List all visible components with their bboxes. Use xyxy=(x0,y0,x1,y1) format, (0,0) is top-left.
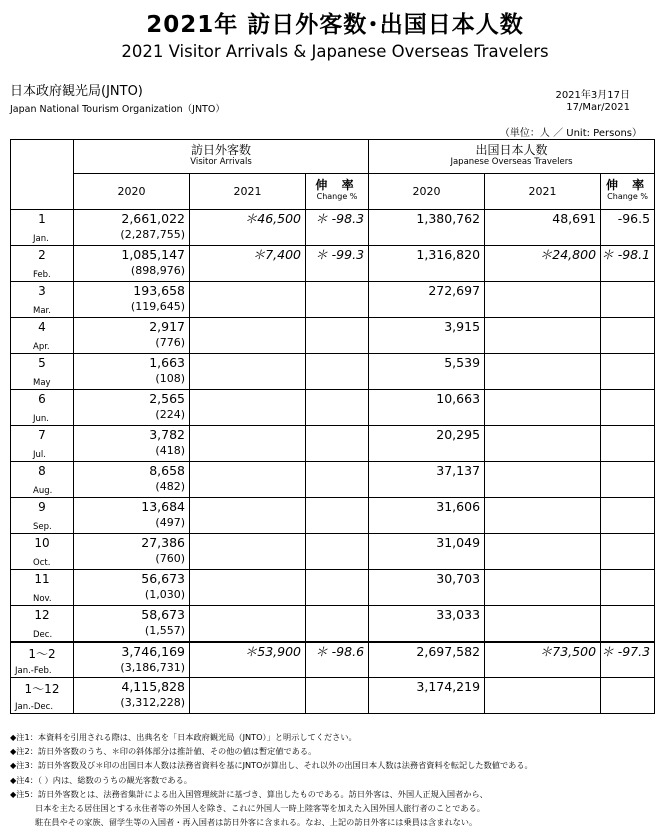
visitor-2020-tourists: (898,976) xyxy=(130,264,185,277)
row-month-en: Apr. xyxy=(33,342,50,352)
visitor-2020-value: 2,661,022 xyxy=(121,211,185,226)
corner-cell xyxy=(11,140,74,210)
traveler-2020-value: 3,915 xyxy=(369,318,485,354)
row-month-en: Jan.-Dec. xyxy=(15,702,54,712)
traveler-2021-value: ＊24,800 xyxy=(485,246,601,282)
visitor-2020-tourists: (482) xyxy=(155,480,185,493)
traveler-change-value xyxy=(601,678,655,714)
table-row xyxy=(11,282,655,318)
traveler-2020-value: 31,606 xyxy=(369,498,485,534)
visitor-2020-tourists: (1,557) xyxy=(144,624,185,637)
row-number: 3 xyxy=(38,284,46,298)
row-month-en: Dec. xyxy=(33,629,53,640)
visitor-2021-value xyxy=(190,606,306,642)
visitor-2021-value xyxy=(190,498,306,534)
traveler-change-value xyxy=(601,354,655,390)
traveler-2021-value xyxy=(485,426,601,462)
visitor-2020-cell xyxy=(74,210,190,246)
row-month-en: Sep. xyxy=(33,522,52,532)
visitor-2020-tourists: (119,645) xyxy=(130,300,185,313)
visitor-2020-tourists: (418) xyxy=(155,444,185,457)
organization-name-en: Japan National Tourism Organization（JNTO） xyxy=(10,104,225,115)
row-month-en: May xyxy=(33,378,51,388)
footnote: 日本を主たる居住国とする永住者等の外国人を除き、これに外国人一時上陸客等を加えた入国外国人旅行者のことである。 xyxy=(35,803,485,814)
row-label xyxy=(11,282,74,318)
traveler-change-value xyxy=(601,390,655,426)
visitor-2020-tourists: (108) xyxy=(155,372,185,385)
visitor-2021-value xyxy=(190,354,306,390)
col-header-change-jp xyxy=(601,174,655,210)
visitor-2020-value: 2,917 xyxy=(149,319,185,334)
table-row xyxy=(11,606,655,642)
visitor-2021-value xyxy=(190,282,306,318)
row-month-en: Jan.-Feb. xyxy=(15,666,52,676)
change-label-en: Change % xyxy=(316,192,358,201)
col-header-change xyxy=(306,174,369,210)
visitor-arrivals-header-en: Visitor Arrivals xyxy=(190,157,252,167)
col-header-2020-jp: 2020 xyxy=(369,174,485,210)
page-title-en: 2021 Visitor Arrivals & Japanese Overseas Travelers xyxy=(121,42,549,61)
row-number: 8 xyxy=(38,464,46,478)
row-label xyxy=(11,462,74,498)
row-number: 2 xyxy=(38,248,46,262)
traveler-change-value xyxy=(601,318,655,354)
visitor-2020-cell xyxy=(74,390,190,426)
row-label xyxy=(11,606,74,642)
table-row xyxy=(11,246,655,282)
visitor-2020-value: 3,746,169 xyxy=(121,643,185,659)
row-number: 12 xyxy=(34,608,50,622)
traveler-change-value: ＊ -98.1 xyxy=(601,246,655,282)
table-row xyxy=(11,498,655,534)
row-label xyxy=(11,570,74,606)
row-label xyxy=(11,390,74,426)
col-header-2020: 2020 xyxy=(74,174,190,210)
visitor-2020-cell xyxy=(74,534,190,570)
visitor-2020-value: 1,085,147 xyxy=(121,247,185,262)
traveler-2020-value: 33,033 xyxy=(369,606,485,642)
visitor-2021-value: ＊7,400 xyxy=(190,246,306,282)
overseas-travelers-header-jp: 出国日本人数 xyxy=(475,143,548,157)
visitor-2021-value xyxy=(190,390,306,426)
visitor-2020-tourists: (776) xyxy=(155,336,185,349)
visitor-change-value xyxy=(306,390,369,426)
traveler-2021-value: 48,691 xyxy=(485,210,601,246)
footnote: ◆注5：訪日外客数とは、法務省集計による出入国管理統計に基づき、算出したものである。訪日外客は、外国人正規入国者から、 xyxy=(10,788,488,799)
visitor-change-value: ＊ -98.6 xyxy=(306,642,369,678)
row-month-en: Mar. xyxy=(33,306,51,316)
visitor-2020-value: 4,115,828 xyxy=(121,679,185,694)
visitor-change-value xyxy=(306,282,369,318)
visitor-2021-value: ＊53,900 xyxy=(190,642,306,678)
visitor-2020-tourists: (760) xyxy=(155,552,185,565)
traveler-2021-value xyxy=(485,354,601,390)
row-month-en: Nov. xyxy=(33,594,52,604)
traveler-2020-value: 272,697 xyxy=(369,282,485,318)
traveler-2020-value: 1,380,762 xyxy=(369,210,485,246)
overseas-travelers-header-en: Japanese Overseas Travelers xyxy=(450,157,573,167)
visitor-2020-value: 58,673 xyxy=(141,607,185,622)
table-row xyxy=(11,534,655,570)
table-row xyxy=(11,318,655,354)
traveler-2020-value: 2,697,582 xyxy=(369,642,485,678)
traveler-2020-value: 30,703 xyxy=(369,570,485,606)
row-number: 7 xyxy=(38,428,46,442)
row-label xyxy=(11,318,74,354)
col-header-2021: 2021 xyxy=(190,174,306,210)
visitor-2021-value xyxy=(190,318,306,354)
traveler-change-value xyxy=(601,282,655,318)
release-date-en: 17/Mar/2021 xyxy=(566,102,630,113)
traveler-2021-value xyxy=(485,534,601,570)
row-number: 9 xyxy=(38,500,46,514)
traveler-2021-value xyxy=(485,678,601,714)
traveler-change-value xyxy=(601,462,655,498)
row-month-en: Aug. xyxy=(33,486,53,496)
change-label-en-2: Change % xyxy=(607,192,648,201)
visitor-2020-tourists: (3,186,731) xyxy=(120,660,185,674)
traveler-change-value xyxy=(601,498,655,534)
row-month-en: Oct. xyxy=(33,558,51,568)
traveler-2021-value xyxy=(485,318,601,354)
table-row xyxy=(11,390,655,426)
visitor-2021-value xyxy=(190,570,306,606)
row-number: 4 xyxy=(38,320,46,334)
visitor-2020-tourists: (497) xyxy=(155,516,185,529)
total-row xyxy=(11,678,655,714)
row-label xyxy=(11,426,74,462)
visitor-2021-value xyxy=(190,678,306,714)
visitor-2020-value: 13,684 xyxy=(141,499,185,514)
visitor-change-value xyxy=(306,498,369,534)
row-label xyxy=(11,354,74,390)
visitor-2020-tourists: (224) xyxy=(155,408,185,421)
visitor-change-value xyxy=(306,678,369,714)
organization-name-jp: 日本政府観光局(JNTO) xyxy=(10,84,143,99)
visitor-2020-value: 193,658 xyxy=(133,283,185,298)
row-number: 6 xyxy=(38,392,46,406)
footnote: ◆注1：本資料を引用される際は、出典名を「日本政府観光局（JNTO）」と明示してください。 xyxy=(10,732,357,742)
visitor-2020-cell xyxy=(74,570,190,606)
visitor-2020-tourists: (1,030) xyxy=(144,588,185,601)
footnote: 駐在員やその家族、留学生等の入国者・再入国者は訪日外客に含まれる。なお、上記の訪日外客には乗員は含まれない。 xyxy=(35,817,478,828)
traveler-2020-value: 1,316,820 xyxy=(369,246,485,282)
visitor-change-value xyxy=(306,534,369,570)
row-number: 10 xyxy=(34,536,50,550)
visitor-2020-value: 2,565 xyxy=(149,391,185,406)
page-title-jp: 2021年 訪日外客数･出国日本人数 xyxy=(146,12,524,38)
table-row xyxy=(11,354,655,390)
footnotes xyxy=(10,730,660,829)
table-row xyxy=(11,210,655,246)
statistics-table xyxy=(10,139,655,714)
traveler-change-value: -96.5 xyxy=(601,210,655,246)
visitor-2020-tourists: (3,312,228) xyxy=(120,696,185,709)
traveler-change-value xyxy=(601,606,655,642)
visitor-change-value xyxy=(306,354,369,390)
row-label xyxy=(11,498,74,534)
traveler-2021-value: ＊73,500 xyxy=(485,642,601,678)
visitor-2020-cell xyxy=(74,354,190,390)
visitor-arrivals-header-jp: 訪日外客数 xyxy=(191,143,252,157)
row-number: 11 xyxy=(34,572,50,586)
traveler-2021-value xyxy=(485,606,601,642)
footnote: ◆注2：訪日外客数のうち、＊印の斜体部分は推計値、その他の値は暫定値である。 xyxy=(10,746,317,757)
traveler-2020-value: 5,539 xyxy=(369,354,485,390)
visitor-2020-cell xyxy=(74,426,190,462)
visitor-arrivals-header xyxy=(74,140,369,174)
traveler-2021-value xyxy=(485,498,601,534)
traveler-2020-value: 10,663 xyxy=(369,390,485,426)
row-label xyxy=(11,642,74,678)
visitor-change-value: ＊ -99.3 xyxy=(306,246,369,282)
traveler-2021-value xyxy=(485,282,601,318)
visitor-change-value xyxy=(306,606,369,642)
traveler-change-value: ＊ -97.3 xyxy=(601,642,655,678)
row-number: 5 xyxy=(38,356,46,370)
total-row xyxy=(11,642,655,678)
change-label-jp-2: 伸 率 xyxy=(605,178,650,192)
visitor-2021-value xyxy=(190,426,306,462)
visitor-change-value: ＊ -98.3 xyxy=(306,210,369,246)
visitor-change-value xyxy=(306,318,369,354)
row-month-en: Jun. xyxy=(33,414,49,424)
change-label-jp: 伸 率 xyxy=(315,178,359,192)
visitor-2020-cell xyxy=(74,498,190,534)
visitor-2020-cell xyxy=(74,642,190,678)
table-row xyxy=(11,570,655,606)
row-label xyxy=(11,678,74,714)
release-date-jp: 2021年3月17日 xyxy=(555,90,630,101)
traveler-2021-value xyxy=(485,390,601,426)
visitor-2020-cell xyxy=(74,282,190,318)
overseas-travelers-header xyxy=(369,140,655,174)
traveler-2020-value: 20,295 xyxy=(369,426,485,462)
row-month-en: Jan. xyxy=(33,234,49,244)
visitor-change-value xyxy=(306,426,369,462)
visitor-2020-value: 56,673 xyxy=(141,571,185,586)
visitor-change-value xyxy=(306,570,369,606)
visitor-2020-cell xyxy=(74,606,190,642)
footnote: ◆注4：（ ）内は、総数のうちの観光客数である。 xyxy=(10,774,192,785)
row-number: 1～12 xyxy=(24,682,60,696)
row-month-en: Jul. xyxy=(33,450,46,460)
row-number: 1～2 xyxy=(28,646,56,661)
visitor-change-value xyxy=(306,462,369,498)
visitor-2021-value xyxy=(190,534,306,570)
visitor-2020-cell xyxy=(74,678,190,714)
visitor-2021-value xyxy=(190,462,306,498)
traveler-2020-value: 31,049 xyxy=(369,534,485,570)
row-number: 1 xyxy=(38,212,46,226)
traveler-2021-value xyxy=(485,462,601,498)
traveler-2021-value xyxy=(485,570,601,606)
visitor-2020-value: 3,782 xyxy=(149,427,185,442)
visitor-2020-cell xyxy=(74,246,190,282)
traveler-2020-value: 3,174,219 xyxy=(369,678,485,714)
col-header-2021-jp: 2021 xyxy=(485,174,601,210)
visitor-2020-value: 8,658 xyxy=(149,463,185,478)
unit-label: （単位：人 ／ Unit: Persons） xyxy=(499,128,642,139)
visitor-2020-cell xyxy=(74,462,190,498)
visitor-2020-tourists: (2,287,755) xyxy=(120,228,185,241)
row-label xyxy=(11,246,74,282)
traveler-change-value xyxy=(601,534,655,570)
visitor-2020-cell xyxy=(74,318,190,354)
row-month-en: Feb. xyxy=(33,270,51,280)
row-label xyxy=(11,534,74,570)
traveler-change-value xyxy=(601,426,655,462)
visitor-2020-value: 1,663 xyxy=(149,355,185,370)
footnote: ◆注3：訪日外客数及び＊印の出国日本人数は法務省資料を基にJNTOが算出し、それ以外の出国日本人数は法務省資料を転記した数値である。 xyxy=(10,760,533,771)
table-row xyxy=(11,426,655,462)
row-label xyxy=(11,210,74,246)
visitor-2021-value: ＊46,500 xyxy=(190,210,306,246)
table-body xyxy=(11,210,655,714)
visitor-2020-value: 27,386 xyxy=(141,535,185,550)
traveler-2020-value: 37,137 xyxy=(369,462,485,498)
traveler-change-value xyxy=(601,570,655,606)
table-row xyxy=(11,462,655,498)
